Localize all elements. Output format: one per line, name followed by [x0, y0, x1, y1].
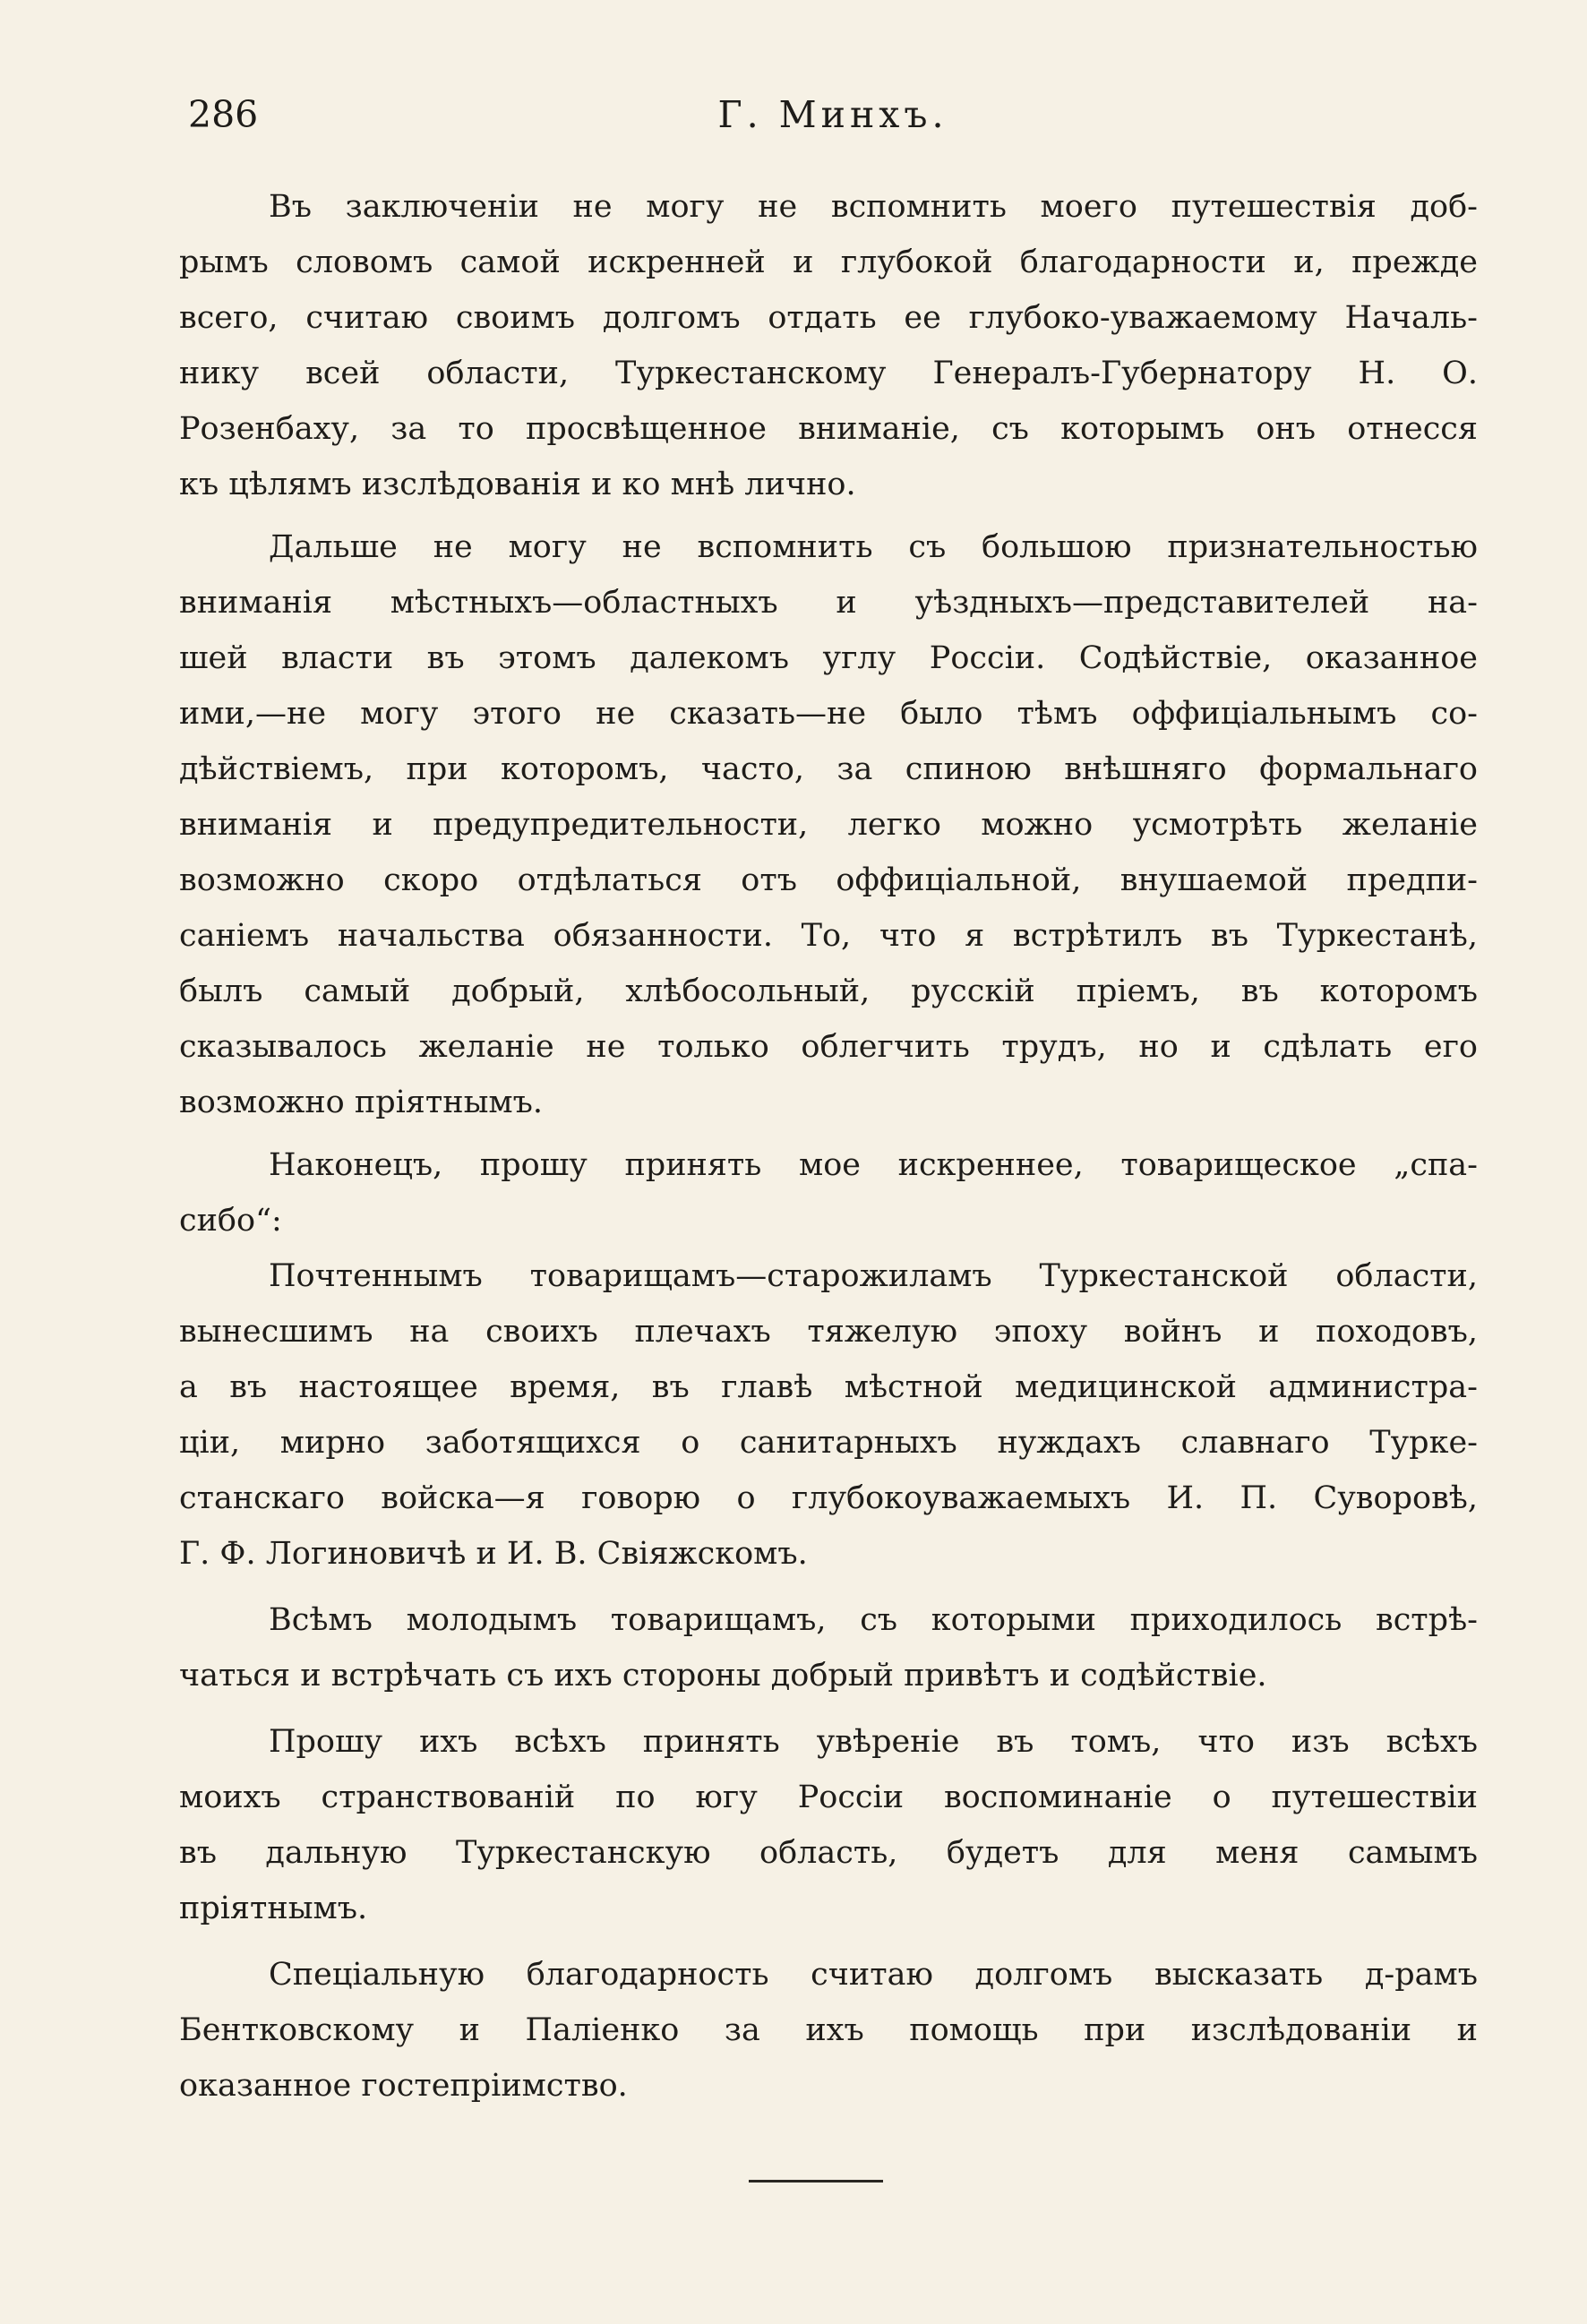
text-line: Въ заключеніи не могу не вспомнить моего путешествія доб- [269, 189, 1478, 225]
text-line: сказывалось желаніе не только облегчить трудъ, но и сдѣлать его [179, 1029, 1478, 1065]
text-line: шей власти въ этомъ далекомъ углу Россіи. Содѣйствіе, оказанное [179, 640, 1478, 676]
running-title: Г. Минхъ. [717, 93, 948, 136]
text-line: Розенбаху, за то просвѣщенное вниманіе, съ которымъ онъ отнесся [179, 411, 1478, 447]
text-line: ціи, мирно заботящихся о санитарныхъ нуждахъ славнаго Турке- [179, 1425, 1478, 1461]
running-head [188, 88, 1478, 141]
text-line: Г. Ф. Логиновичѣ и И. В. Свіяжскомъ. [179, 1536, 808, 1572]
text-line: дѣйствіемъ, при которомъ, часто, за спиною внѣшняго формальнаго [179, 751, 1478, 787]
paragraph-special-thanks [179, 1947, 1478, 2114]
text-line: Дальше не могу не вспомнить съ большою признательностью [269, 529, 1478, 565]
text-line: вынесшимъ на своихъ плечахъ тяжелую эпоху войнъ и походовъ, [179, 1314, 1478, 1350]
text-line: чаться и встрѣчать съ ихъ стороны добрый привѣтъ и содѣйствіе. [179, 1658, 1267, 1694]
text-line: вниманія мѣстныхъ—областныхъ и уѣздныхъ—представителей на- [179, 585, 1478, 621]
text-line: Бентковскому и Паліенко за ихъ помощь при изслѣдованіи и [179, 2012, 1478, 2048]
text-line: оказанное гостепріимство. [179, 2068, 628, 2104]
text-line: ими,—не могу этого не сказать—не было тѣмъ оффиціальнымъ со- [179, 696, 1478, 732]
text-line: вниманія и предупредительности, легко можно усмотрѣть желаніе [179, 807, 1478, 843]
paragraph-assurance [179, 1714, 1478, 1936]
text-line: всего, считаю своимъ долгомъ отдать ее глубоко-уважаемому Началь- [179, 300, 1478, 336]
text-line: въ дальную Туркестанскую область, будетъ для меня самымъ [179, 1835, 1478, 1871]
text-line: къ цѣлямъ изслѣдованія и ко мнѣ лично. [179, 467, 856, 502]
text-line: Почтеннымъ товарищамъ—старожиламъ Туркестанской области, [269, 1258, 1478, 1294]
text-line: моихъ странствованій по югу Россіи воспоминаніе о путешествіи [179, 1779, 1478, 1815]
end-rule [749, 2180, 883, 2183]
text-line: саніемъ начальства обязанности. То, что я встрѣтилъ въ Туркестанѣ, [179, 918, 1478, 954]
page-number: 286 [188, 93, 259, 136]
text-line: Прошу ихъ всѣхъ принять увѣреніе въ томъ, что изъ всѣхъ [269, 1724, 1478, 1760]
text-line: былъ самый добрый, хлѣбосольный, русскій пріемъ, въ которомъ [179, 973, 1478, 1009]
text-line: сибо“: [179, 1203, 282, 1239]
paragraph-local-officials [179, 519, 1478, 1130]
paragraph-old-comrades [179, 1248, 1478, 1582]
body-text [179, 179, 1478, 2114]
text-line: станскаго войска—я говорю о глубокоуважаемыхъ И. П. Суворовѣ, [179, 1480, 1478, 1516]
paragraph-thanks-intro [179, 1137, 1478, 1248]
text-line: Спеціальную благодарность считаю долгомъ высказать д-рамъ [269, 1957, 1478, 1993]
text-line: возможно пріятнымъ. [179, 1085, 544, 1120]
text-line: Наконецъ, прошу принять мое искреннее, товарищеское „спа- [269, 1147, 1478, 1183]
text-line: Всѣмъ молодымъ товарищамъ, съ которыми приходилось встрѣ- [269, 1602, 1478, 1638]
text-line: пріятнымъ. [179, 1891, 368, 1926]
text-line: а въ настоящее время, въ главѣ мѣстной медицинской администра- [179, 1369, 1478, 1405]
text-line: нику всей области, Туркестанскому Генералъ-Губернатору Н. О. [179, 356, 1478, 391]
paragraph-young-comrades [179, 1592, 1478, 1703]
text-line: рымъ словомъ самой искренней и глубокой благодарности и, прежде [179, 244, 1478, 280]
text-line: возможно скоро отдѣлаться отъ оффиціальной, внушаемой предпи- [179, 862, 1478, 898]
paragraph-acknowledgement-governor [179, 179, 1478, 512]
